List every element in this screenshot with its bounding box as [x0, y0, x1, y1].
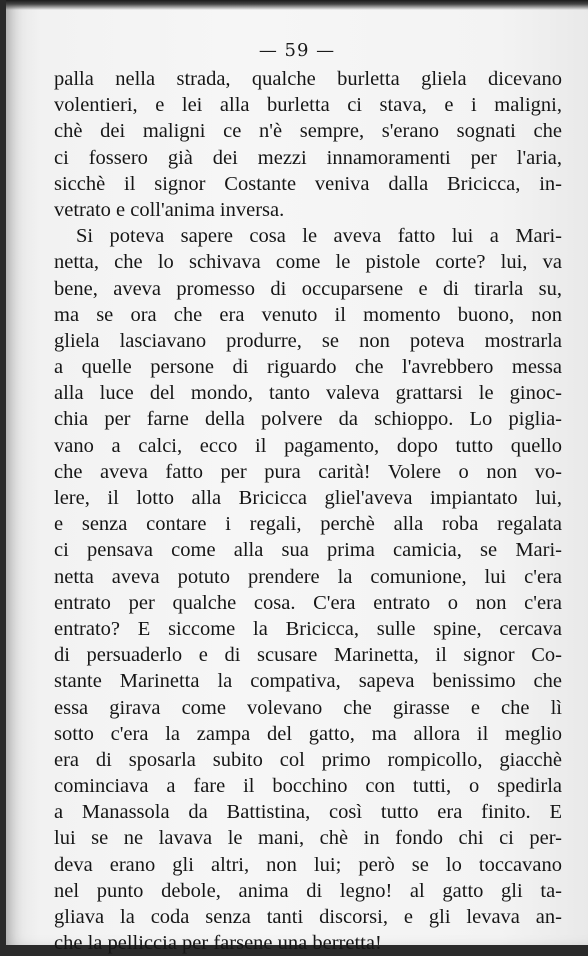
text-line: sicchè il signor Costante veniva dalla Bricicca, in- — [54, 172, 562, 195]
text-line: entrato? E siccome la Bricicca, sulle spine, cercava — [54, 617, 562, 640]
text-line: che la pelliccia per farsene una berretta! — [54, 932, 382, 955]
text-line: nel punto debole, anima di legno! al gatto gli ta- — [54, 879, 562, 902]
text-line: era di sposarla subito col primo rompicollo, giacchè — [54, 748, 562, 771]
text-line: gliela lasciavano produrre, se non poteva mostrarla — [54, 329, 562, 352]
text-line: entrato per qualche cosa. C'era entrato o non c'era — [54, 591, 562, 614]
text-line: a Manassola da Battistina, così tutto era finito. E — [54, 801, 562, 824]
text-line: ci fossero già dei mezzi innamoramenti per l'aria, — [54, 146, 562, 169]
text-line: che aveva fatto per pura carità! Volere o non vo- — [54, 460, 562, 483]
text-line: essa girava come volevano che girasse e che lì — [54, 696, 562, 719]
text-line: gliava la coda senza tanti discorsi, e gli levava an- — [54, 906, 562, 928]
text-line: sotto c'era la zampa del gatto, ma allora il meglio — [54, 722, 562, 745]
text-line: lui se ne lavava le mani, chè in fondo chi ci per- — [54, 827, 562, 850]
text-line: volentieri, e lei alla burletta ci stava, e i maligni, — [54, 94, 562, 117]
text-line: a quelle persone di riguardo che l'avrebbero messa — [54, 356, 562, 379]
text-line: ma se ora che era venuto il momento buono, non — [54, 303, 562, 326]
text-line: e senza contare i regali, perchè alla roba regalata — [54, 513, 562, 536]
body-text — [54, 66, 562, 956]
text-line: vano a calci, ecco il pagamento, dopo tutto quello — [54, 434, 562, 457]
text-line: chè dei maligni ce n'è sempre, s'erano sognati che — [54, 120, 562, 143]
text-line: chia per farne della polvere da schioppo. Lo piglia- — [54, 408, 562, 431]
text-line: palla nella strada, qualche burletta gliela dicevano — [54, 68, 562, 90]
book-page — [6, 0, 588, 955]
text-line: stante Marinetta la compativa, sapeva benissimo che — [54, 670, 562, 693]
text-line: vetrato e coll'anima inversa. — [54, 198, 285, 221]
text-line: netta, che lo schivava come le pistole corte? lui, va — [54, 251, 562, 274]
page-top-edge-shadow — [6, 0, 588, 10]
text-line: Si poteva sapere cosa le aveva fatto lui a Mari- — [76, 225, 562, 248]
text-line: alla luce del mondo, tanto valeva grattarsi le ginoc- — [54, 382, 562, 405]
text-line: ci pensava come alla sua prima camicia, se Mari- — [54, 539, 562, 562]
text-line: di persuaderlo e di scusare Marinetta, il signor Co- — [54, 644, 562, 667]
text-line: netta aveva potuto prendere la comunione, lui c'era — [54, 565, 562, 588]
text-line: lere, il lotto alla Bricicca gliel'aveva impiantato lui, — [54, 487, 562, 509]
page-number: — 59 — — [258, 40, 336, 61]
text-line: bene, aveva promesso di occuparsene e di tirarla su, — [54, 277, 562, 300]
text-line: deva erano gli altri, non lui; però se lo toccavano — [54, 853, 562, 876]
text-line: cominciava a fare il bocchino con tutti, o spedirla — [54, 775, 562, 798]
